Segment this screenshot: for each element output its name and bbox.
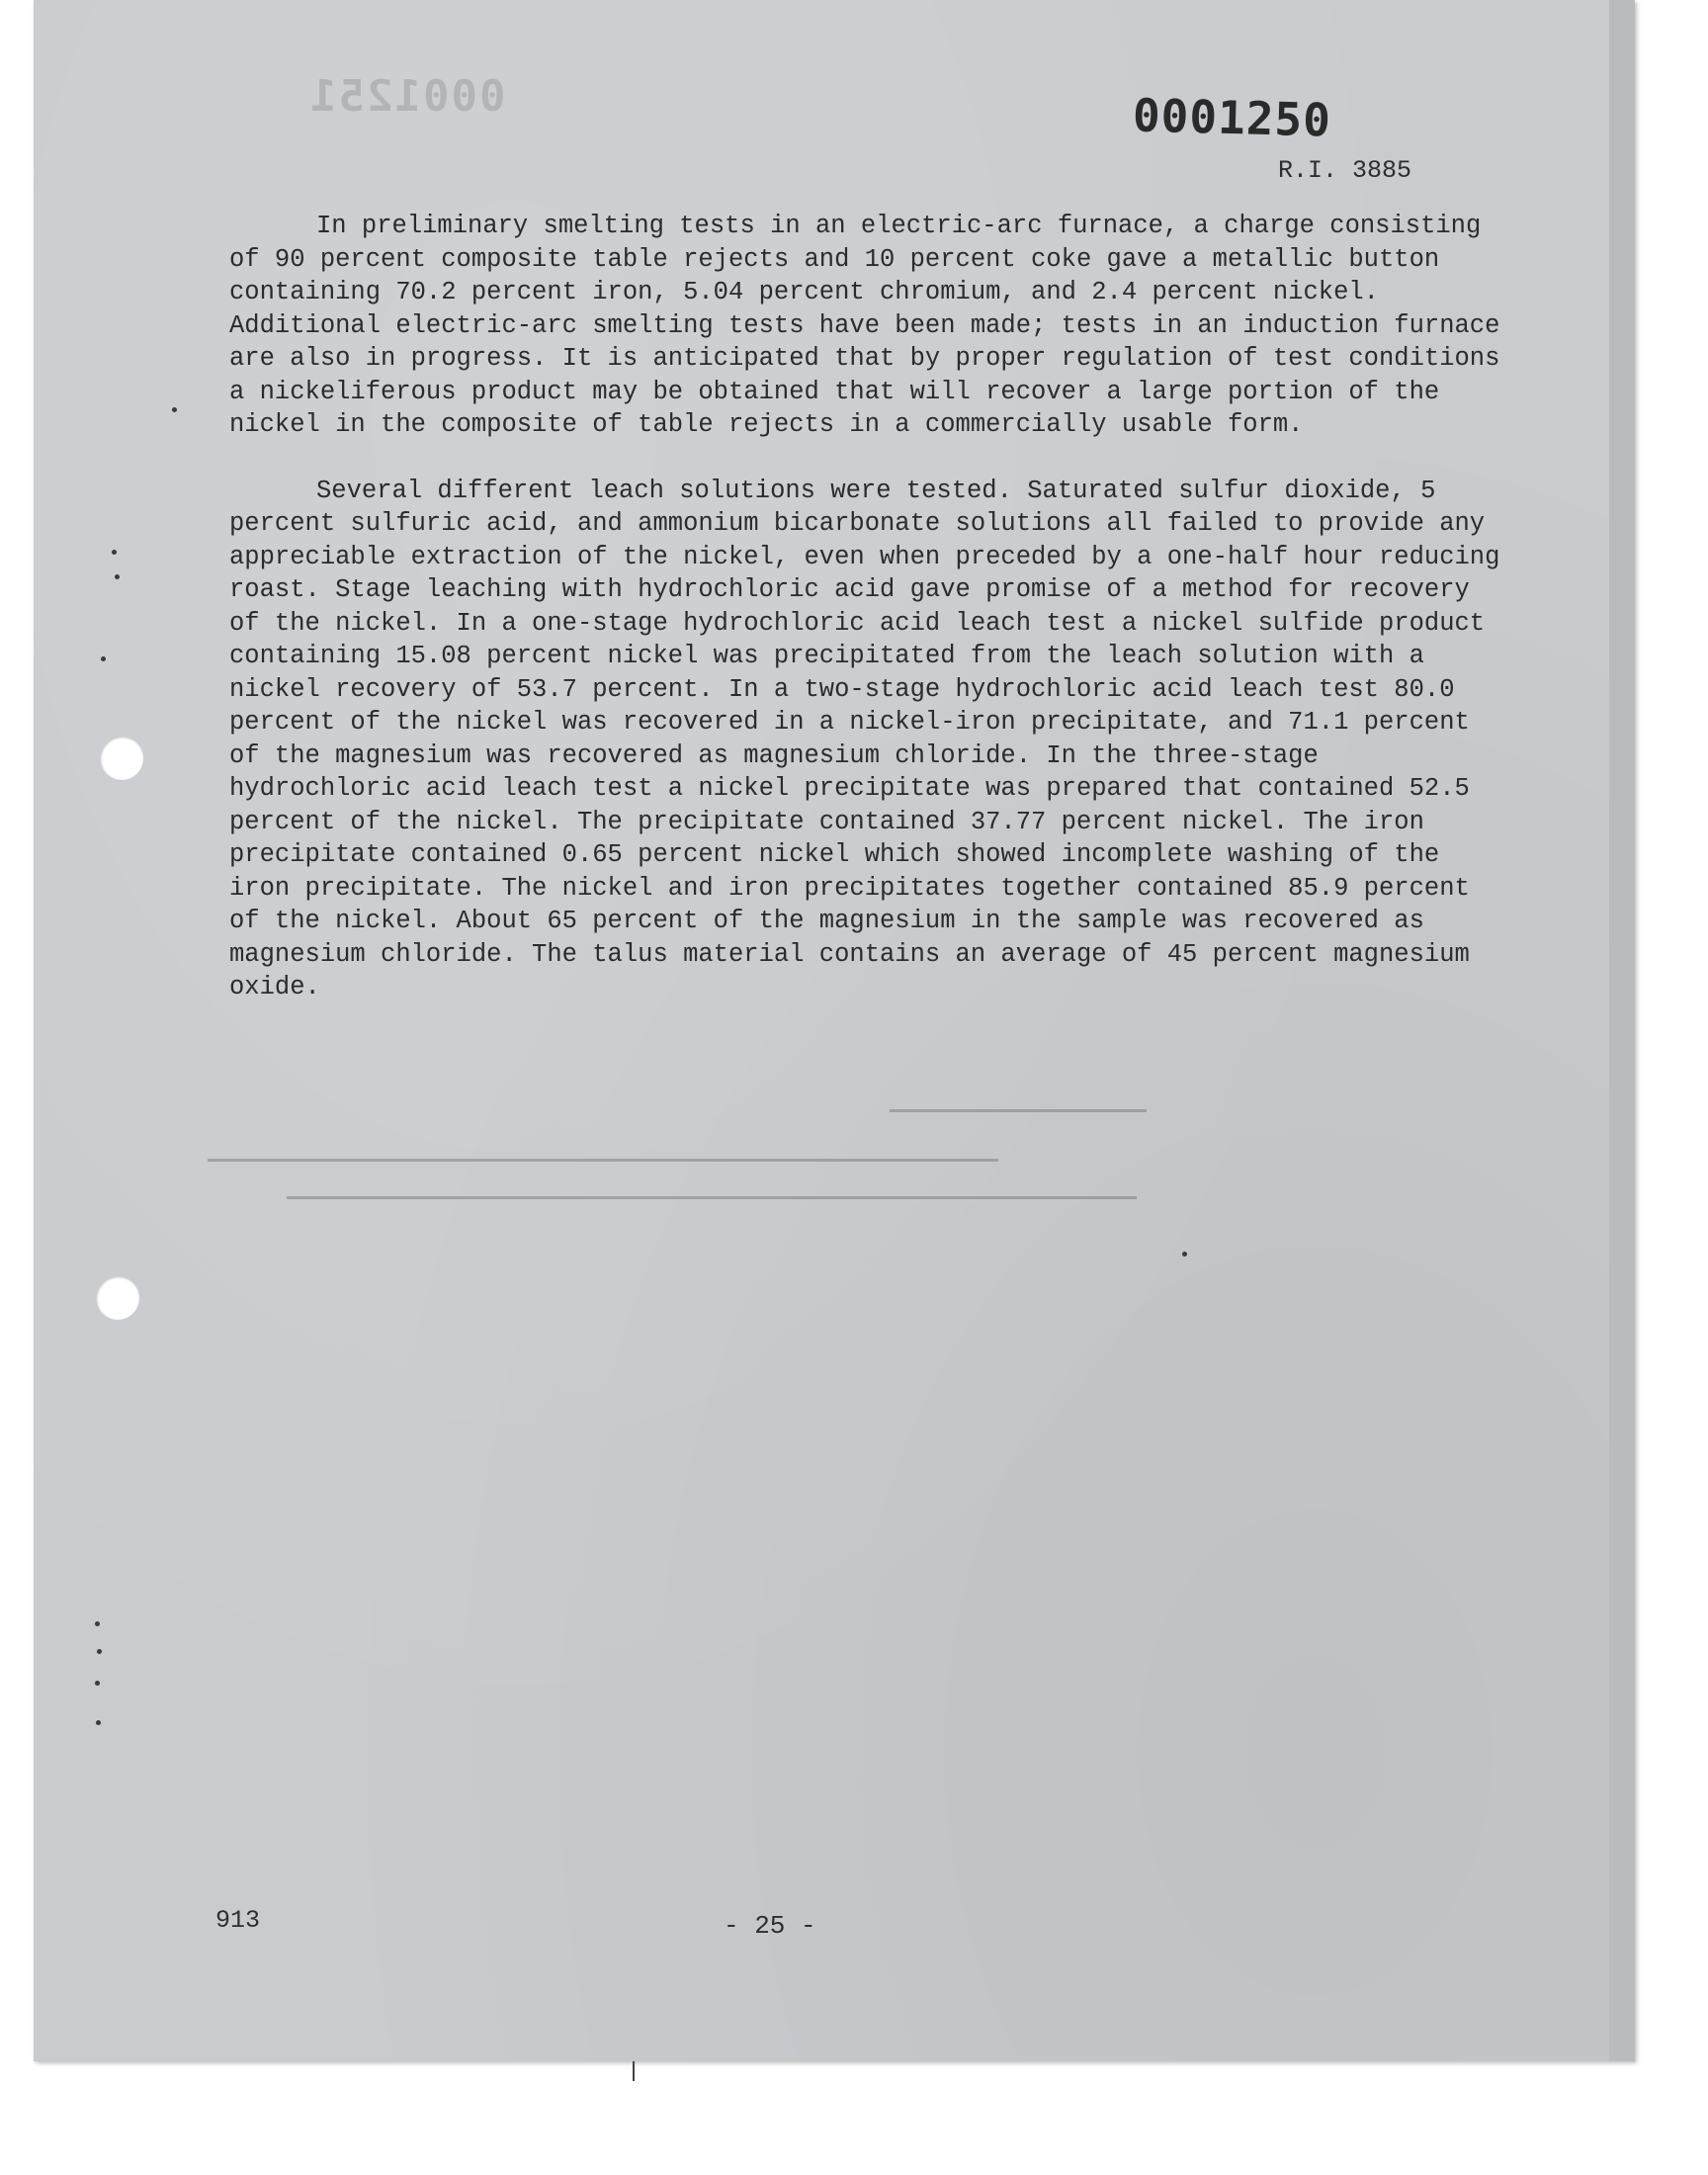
scan-artifact-line (633, 2061, 635, 2081)
scan-smudge (208, 1159, 998, 1162)
scan-speck (115, 574, 120, 579)
scan-speck (172, 407, 177, 412)
scan-speck (101, 656, 106, 661)
binder-hole-lower (96, 1276, 139, 1320)
paragraph-leach-solutions: Several different leach solutions were tested. Saturated sulfur dioxide, 5 percent sulfuric acid, and ammonium bicarbonate solutions all failed to provide any appreciable extraction of the nickel, even when preceded by a one-half hour reducing roast. Stage leaching with hydrochloric acid gave promise of a method for recovery of the nickel. In a one-stage hydrochloric acid leach test a nickel sulfide product containing 15.08 percent nickel was precipitated from the leach solution with a nickel recovery of 53.7 percent. In a two-stage hydrochloric acid leach test 80.0 percent of the nickel was recovered in a nickel-iron precipitate, and 71.1 percent of the magnesium was recovered as magnesium chloride. In the three-stage hydrochloric acid leach test a nickel precipitate was prepared that contained 52.5 percent of the nickel. The precipitate contained 37.77 percent nickel. The iron precipitate contained 0.65 percent nickel which showed incomplete washing of the iron precipitate. The nickel and iron precipitates together contained 85.9 percent of the nickel. About 65 percent of the magnesium in the sample was recovered as magnesium chloride. The talus material contains an average of 45 percent magnesium oxide. (229, 476, 1500, 1001)
scan-speck (1182, 1252, 1187, 1257)
paper-edge (1609, 0, 1635, 2061)
scan-speck (96, 1720, 101, 1725)
footer-code: 913 (215, 1906, 261, 1935)
scan-speck (95, 1681, 100, 1686)
body-text (229, 210, 1504, 1037)
page-number: - 25 - (724, 1911, 816, 1941)
report-identifier: R.I. 3885 (1278, 156, 1412, 185)
binder-hole-upper (100, 737, 143, 780)
scan-smudge (890, 1109, 1147, 1112)
bleed-through-number: 0001251 (308, 71, 506, 122)
scan-speck (112, 550, 117, 555)
stamped-document-number: 0001250 (1132, 88, 1332, 147)
scan-speck (97, 1649, 102, 1654)
scan-smudge (287, 1196, 1137, 1199)
scan-speck (95, 1621, 100, 1626)
paragraph-smelting-tests: In preliminary smelting tests in an electric-arc furnace, a charge consisting of 90 percent composite table rejects and 10 percent coke gave a metallic button containing 70.2 percent iron, 5.04 percent chromium, and 2.4 percent nickel. Additional electric-arc smelting tests have been made; tests in an induction furnace are also in progress. It is anticipated that by proper regulation of test conditions a nickeliferous product may be obtained that will recover a large portion of the nickel in the composite of table rejects in a commercially usable form. (229, 212, 1500, 439)
